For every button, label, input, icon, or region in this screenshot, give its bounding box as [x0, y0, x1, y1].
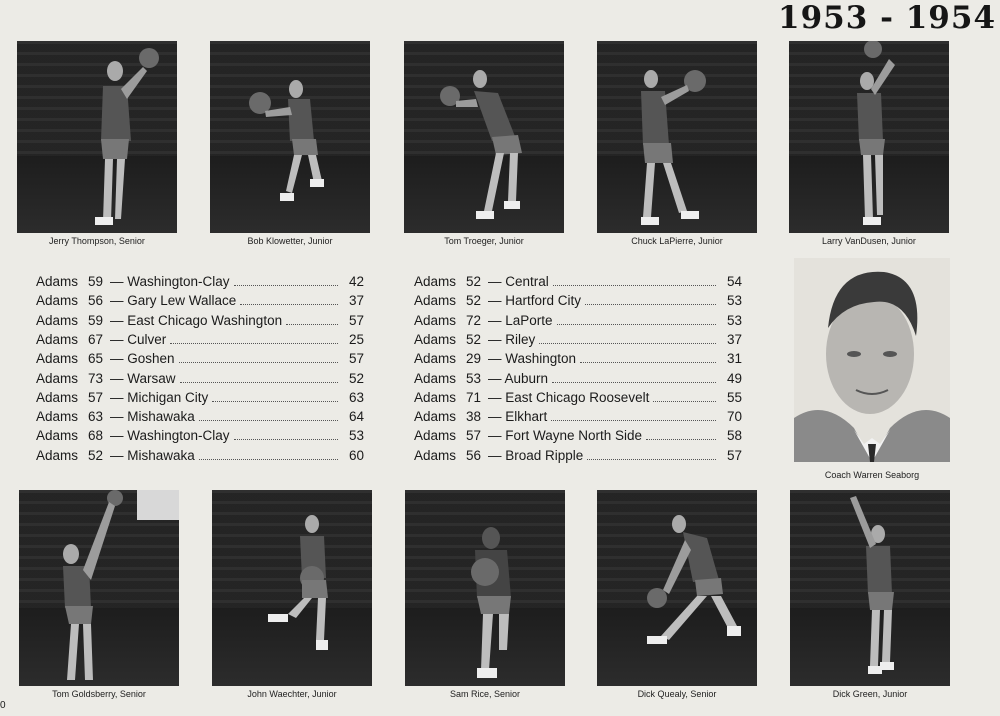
score-row: [36, 349, 364, 368]
dot-leader: [553, 285, 716, 286]
opponent-score: 53: [726, 293, 742, 309]
opponent-name: — Central: [488, 274, 549, 289]
team-name: Adams: [36, 428, 79, 444]
score-row: [414, 446, 742, 465]
score-row: [414, 291, 742, 310]
team-name: Adams: [414, 409, 457, 425]
opponent-name: — Elkhart: [488, 409, 548, 425]
player-caption: Larry VanDusen, Junior: [822, 236, 916, 246]
player-caption: Tom Goldsberry, Senior: [52, 689, 146, 699]
score-row: [414, 272, 742, 291]
team-name: Adams: [36, 370, 79, 386]
team-name: Adams: [36, 409, 79, 425]
team-score: 52: [466, 274, 482, 289]
score-row: [36, 311, 364, 330]
scores-left-column: [36, 272, 364, 464]
opponent-name: — Washington: [488, 351, 577, 367]
player-caption: Sam Rice, Senior: [449, 689, 521, 699]
opponent-score: 37: [348, 293, 364, 309]
score-row: [414, 369, 742, 388]
team-name: Adams: [36, 331, 79, 347]
dot-leader: [557, 324, 716, 325]
opponent-score: 57: [726, 447, 742, 463]
opponent-name: — Culver: [110, 331, 167, 347]
opponent-score: 55: [726, 389, 742, 405]
team-name: Adams: [36, 389, 79, 405]
opponent-name: — Broad Ripple: [488, 447, 584, 463]
scores-right-column: [414, 272, 742, 464]
opponent-name: — Gary Lew Wallace: [110, 293, 237, 309]
team-name: Adams: [414, 389, 457, 405]
team-score: 59: [88, 312, 104, 328]
player-photo: [789, 41, 949, 233]
score-row: [36, 291, 364, 310]
opponent-score: 37: [726, 331, 742, 347]
player-card-6: [19, 490, 179, 704]
team-score: 52: [466, 331, 482, 347]
opponent-score: 49: [726, 370, 742, 386]
team-score: 57: [466, 428, 482, 444]
player-photo: [405, 490, 565, 686]
dot-leader: [199, 420, 338, 421]
player-card-5: [789, 41, 949, 251]
player-photo: [404, 41, 564, 233]
opponent-score: 57: [348, 351, 364, 367]
dot-leader: [234, 285, 338, 286]
team-name: Adams: [414, 351, 457, 367]
dot-leader: [286, 324, 338, 325]
team-name: Adams: [36, 447, 79, 463]
player-card-8: [405, 490, 565, 704]
team-name: Adams: [36, 293, 79, 309]
player-photo: [210, 41, 370, 233]
opponent-name: — Mishawaka: [110, 447, 195, 463]
team-score: 52: [466, 293, 482, 309]
player-silhouette: [597, 41, 757, 233]
dot-leader: [199, 459, 338, 460]
dot-leader: [587, 459, 716, 460]
coach-photo: [794, 258, 950, 462]
opponent-score: 57: [348, 312, 364, 328]
score-row: [414, 388, 742, 407]
team-score: 29: [466, 351, 482, 367]
opponent-score: 54: [726, 274, 742, 289]
score-row: [36, 330, 364, 349]
dot-leader: [212, 401, 338, 402]
page-title: 1953 - 1954: [778, 0, 997, 36]
opponent-name: — Hartford City: [488, 293, 582, 309]
page-number: 0: [0, 700, 6, 711]
opponent-name: — Riley: [488, 331, 536, 347]
dot-leader: [653, 401, 716, 402]
player-silhouette: [210, 41, 370, 233]
score-row: [414, 330, 742, 349]
team-name: Adams: [414, 447, 457, 463]
player-caption: Dick Quealy, Senior: [637, 689, 717, 699]
player-caption: Dick Green, Junior: [832, 689, 908, 699]
team-name: Adams: [36, 274, 79, 289]
coach-caption: Coach Warren Seaborg: [824, 470, 920, 480]
opponent-name: — Warsaw: [110, 370, 176, 386]
team-score: 71: [466, 389, 482, 405]
team-score: 56: [466, 447, 482, 463]
score-row: [36, 369, 364, 388]
team-name: Adams: [36, 351, 79, 367]
team-score: 56: [88, 293, 104, 309]
team-score: 53: [466, 370, 482, 386]
player-silhouette: [17, 41, 177, 233]
score-row: [36, 388, 364, 407]
team-score: 52: [88, 447, 104, 463]
dot-leader: [552, 382, 716, 383]
score-row: [36, 446, 364, 465]
team-name: Adams: [414, 293, 457, 309]
team-score: 72: [466, 312, 482, 328]
opponent-score: 58: [726, 428, 742, 444]
player-caption: Chuck LaPierre, Junior: [631, 236, 723, 246]
opponent-name: — Michigan City: [110, 389, 209, 405]
team-score: 38: [466, 409, 482, 425]
player-caption: Bob Klowetter, Junior: [247, 236, 333, 246]
player-caption: Tom Troeger, Junior: [444, 236, 524, 246]
opponent-score: 31: [726, 351, 742, 367]
opponent-score: 53: [726, 312, 742, 328]
player-photo: [790, 490, 950, 686]
opponent-score: 63: [348, 389, 364, 405]
player-silhouette: [789, 41, 949, 233]
opponent-score: 42: [348, 274, 364, 289]
score-row: [414, 311, 742, 330]
score-row: [414, 426, 742, 445]
dot-leader: [180, 382, 338, 383]
player-card-9: [597, 490, 757, 704]
score-row: [36, 272, 364, 291]
team-score: 65: [88, 351, 104, 367]
dot-leader: [585, 304, 716, 305]
opponent-name: — LaPorte: [488, 312, 553, 328]
team-score: 68: [88, 428, 104, 444]
player-silhouette: [404, 41, 564, 233]
team-name: Adams: [36, 312, 79, 328]
player-card-1: [17, 41, 177, 251]
opponent-name: — Washington-Clay: [110, 428, 230, 444]
team-name: Adams: [414, 428, 457, 444]
player-silhouette: [405, 490, 565, 686]
player-photo: [19, 490, 179, 686]
score-row: [414, 349, 742, 368]
team-score: 67: [88, 331, 104, 347]
player-card-7: [212, 490, 372, 704]
opponent-score: 60: [348, 447, 364, 463]
coach-portrait: [794, 258, 950, 462]
dot-leader: [580, 362, 716, 363]
dot-leader: [240, 304, 338, 305]
score-row: [36, 426, 364, 445]
score-row: [414, 407, 742, 426]
opponent-name: — Auburn: [488, 370, 549, 386]
team-score: 73: [88, 370, 104, 386]
player-caption: John Waechter, Junior: [247, 689, 337, 699]
player-caption: Jerry Thompson, Senior: [49, 236, 145, 246]
player-photo: [212, 490, 372, 686]
opponent-score: 53: [348, 428, 364, 444]
player-photo: [597, 41, 757, 233]
score-row: [36, 407, 364, 426]
dot-leader: [551, 420, 716, 421]
opponent-score: 70: [726, 409, 742, 425]
team-name: Adams: [414, 370, 457, 386]
player-silhouette: [212, 490, 372, 686]
player-card-10: [790, 490, 950, 704]
player-card-2: [210, 41, 370, 251]
player-photo: [597, 490, 757, 686]
team-name: Adams: [414, 312, 457, 328]
player-photo: [17, 41, 177, 233]
opponent-name: — Fort Wayne North Side: [488, 428, 643, 444]
player-card-4: [597, 41, 757, 251]
opponent-name: — Goshen: [110, 351, 175, 367]
opponent-name: — Mishawaka: [110, 409, 195, 425]
dot-leader: [170, 343, 338, 344]
team-name: Adams: [414, 274, 457, 289]
team-score: 63: [88, 409, 104, 425]
team-score: 59: [88, 274, 104, 289]
player-silhouette: [790, 490, 950, 686]
opponent-name: — East Chicago Roosevelt: [488, 389, 650, 405]
dot-leader: [234, 439, 338, 440]
dot-leader: [539, 343, 716, 344]
opponent-score: 64: [348, 409, 364, 425]
opponent-score: 25: [348, 331, 364, 347]
team-score: 57: [88, 389, 104, 405]
player-silhouette: [597, 490, 757, 686]
opponent-name: — Washington-Clay: [110, 274, 230, 289]
dot-leader: [179, 362, 338, 363]
player-silhouette: [19, 490, 179, 686]
opponent-name: — East Chicago Washington: [110, 312, 283, 328]
opponent-score: 52: [348, 370, 364, 386]
player-card-3: [404, 41, 564, 251]
dot-leader: [646, 439, 716, 440]
team-name: Adams: [414, 331, 457, 347]
